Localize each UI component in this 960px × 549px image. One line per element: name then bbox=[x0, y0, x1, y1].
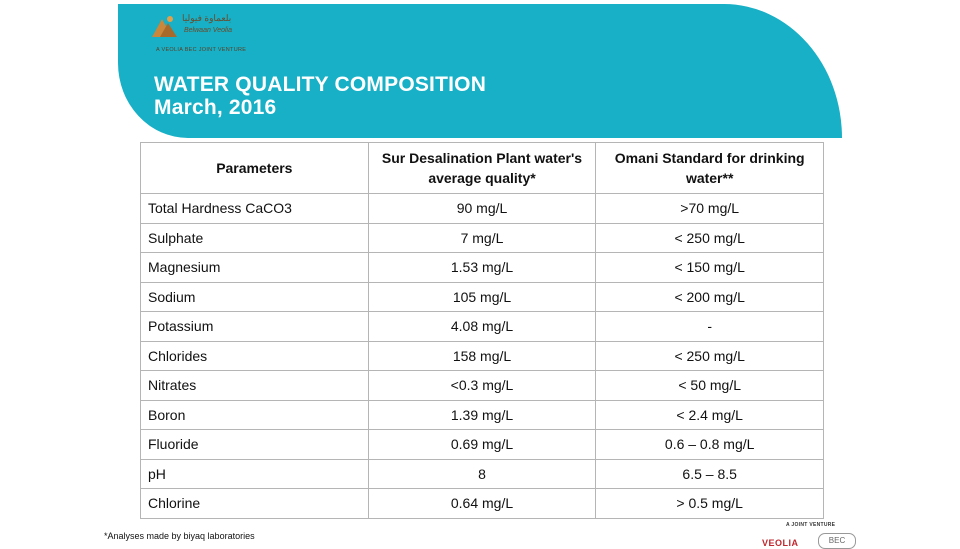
slide-title-block bbox=[154, 73, 486, 119]
veolia-logo: VEOLIA bbox=[762, 538, 799, 548]
logo-tagline: A VEOLIA BEC JOINT VENTURE bbox=[156, 47, 247, 53]
standard-value-cell: < 250 mg/L bbox=[596, 223, 824, 253]
parameter-cell: Chlorides bbox=[141, 341, 369, 371]
standard-value-cell: < 2.4 mg/L bbox=[596, 400, 824, 430]
standard-value-cell: - bbox=[596, 312, 824, 342]
logo-english-text: Belwaan Veolia bbox=[184, 27, 232, 34]
water-quality-table bbox=[140, 142, 824, 519]
header-parameters: Parameters bbox=[141, 143, 369, 194]
parameter-cell: Magnesium bbox=[141, 253, 369, 283]
table-row bbox=[141, 430, 824, 460]
table-row bbox=[141, 400, 824, 430]
plant-value-cell: 1.39 mg/L bbox=[368, 400, 596, 430]
slide-title: WATER QUALITY COMPOSITION bbox=[154, 73, 487, 96]
parameter-cell: Chlorine bbox=[141, 489, 369, 519]
plant-value-cell: 90 mg/L bbox=[368, 194, 596, 224]
plant-value-cell: 7 mg/L bbox=[368, 223, 596, 253]
standard-value-cell: < 150 mg/L bbox=[596, 253, 824, 283]
table-row bbox=[141, 253, 824, 283]
standard-value-cell: < 50 mg/L bbox=[596, 371, 824, 401]
pyramid-logo-icon bbox=[150, 13, 180, 39]
plant-value-cell: 158 mg/L bbox=[368, 341, 596, 371]
table-row bbox=[141, 489, 824, 519]
plant-value-cell: 0.64 mg/L bbox=[368, 489, 596, 519]
parameter-cell: Boron bbox=[141, 400, 369, 430]
standard-value-cell: > 0.5 mg/L bbox=[596, 489, 824, 519]
table-row bbox=[141, 341, 824, 371]
parameter-cell: pH bbox=[141, 459, 369, 489]
parameter-cell: Sulphate bbox=[141, 223, 369, 253]
table-row bbox=[141, 223, 824, 253]
plant-value-cell: 8 bbox=[368, 459, 596, 489]
parameter-cell: Sodium bbox=[141, 282, 369, 312]
standard-value-cell: < 200 mg/L bbox=[596, 282, 824, 312]
slide-subtitle: March, 2016 bbox=[154, 96, 277, 119]
table-header-row bbox=[141, 143, 824, 194]
standard-value-cell: 6.5 – 8.5 bbox=[596, 459, 824, 489]
header-plant-quality: Sur Desalination Plant water's average quality* bbox=[368, 143, 596, 194]
joint-venture-label: A JOINT VENTURE bbox=[786, 522, 836, 528]
plant-value-cell: 105 mg/L bbox=[368, 282, 596, 312]
header-omani-standard: Omani Standard for drinking water** bbox=[596, 143, 824, 194]
plant-value-cell: 1.53 mg/L bbox=[368, 253, 596, 283]
plant-value-cell: 0.69 mg/L bbox=[368, 430, 596, 460]
parameter-cell: Nitrates bbox=[141, 371, 369, 401]
logo-arabic-text: بلعماوة فيوليا bbox=[182, 13, 232, 23]
table-row bbox=[141, 459, 824, 489]
table-row bbox=[141, 371, 824, 401]
table-row bbox=[141, 194, 824, 224]
footnote: *Analyses made by biyaq laboratories bbox=[104, 531, 255, 541]
standard-value-cell: >70 mg/L bbox=[596, 194, 824, 224]
table-row bbox=[141, 312, 824, 342]
plant-value-cell: 4.08 mg/L bbox=[368, 312, 596, 342]
standard-value-cell: < 250 mg/L bbox=[596, 341, 824, 371]
company-logo bbox=[150, 13, 270, 61]
parameter-cell: Fluoride bbox=[141, 430, 369, 460]
plant-value-cell: <0.3 mg/L bbox=[368, 371, 596, 401]
table-row bbox=[141, 282, 824, 312]
bec-logo: BEC bbox=[818, 533, 856, 549]
parameter-cell: Potassium bbox=[141, 312, 369, 342]
standard-value-cell: 0.6 – 0.8 mg/L bbox=[596, 430, 824, 460]
parameter-cell: Total Hardness CaCO3 bbox=[141, 194, 369, 224]
